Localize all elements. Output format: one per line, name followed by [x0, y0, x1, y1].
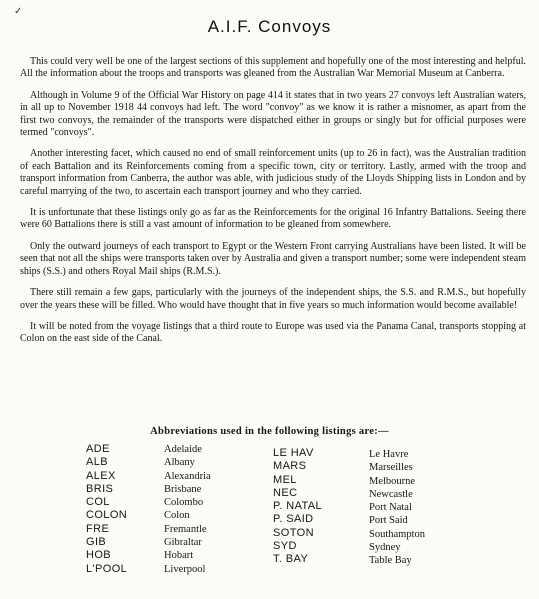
paragraph: Although in Volume 9 of the Official War History on page 414 it states that in two years 27 convoys left Australian waters, in all up to November 1918 44 convoys had left. The word "convoy" as we know it is rather a misnomer, as apart from the first two convoys, the remainder of the transports were dispatched either in groups or singly but for official purposes were termed "convoys". — [20, 89, 526, 139]
paragraph: Another interesting facet, which caused no end of small reinforcement units (up to 26 in fact), was the Australian tradition of each Battalion and its Reinforcements coming from a specific town, city or territory. Lastly, armed with the troop and transport information from Canberra, the author was able, with judicious study of the Lloyds Shipping lists in London and by careful marrying of the two, to ascertain each transport journey and who they carried. — [20, 148, 526, 197]
abbreviation-code: NEC — [273, 486, 298, 499]
abbreviation-names-left — [164, 443, 211, 576]
paragraph: Only the outward journeys of each transport to Egypt or the Western Front carrying Australians have been listed. It will be seen that not all the ships were transports taken over by Australia and given a transport number; some were independent steam ships (S.S.) and others Royal Mail ships (R.M.S.). — [20, 240, 526, 277]
abbreviation-code: COLON — [86, 509, 128, 522]
abbreviation-code: LE HAV — [273, 447, 314, 459]
abbreviation-name: Alexandria — [164, 470, 211, 482]
abbreviation-code: ALEX — [86, 469, 116, 482]
abbreviation-name: Marseilles — [369, 462, 413, 474]
abbreviation-code: FRE — [86, 522, 110, 535]
abbreviation-name: Adelaide — [164, 444, 202, 455]
abbreviation-name: Colombo — [164, 497, 204, 509]
tick-mark: ✓ — [14, 6, 23, 17]
abbreviation-name: Southampton — [369, 528, 426, 540]
abbreviation-names-right — [369, 448, 425, 568]
abbreviation-codes-right — [273, 447, 322, 567]
abbreviation-code: ALB — [86, 456, 108, 469]
abbreviation-code: HOB — [86, 549, 112, 562]
paragraph: It will be noted from the voyage listings that a third route to Europe was used via the Panama Canal, transports stopping at Colon on the east side of the Canal. — [20, 320, 526, 345]
paragraph: There still remain a few gaps, particularly with the journeys of the independent ships, the S.S. and R.M.S., but hopefully over the years these will be filled. Who would have thought that in five years so much information would become available! — [20, 287, 526, 311]
abbreviation-code: ADE — [86, 443, 110, 455]
abbreviation-name: Port Natal — [369, 502, 412, 514]
abbreviation-code: BRIS — [86, 482, 114, 495]
abbreviation-name: Port Said — [369, 515, 408, 527]
abbreviations-heading: Abbreviations used in the following listings are:— — [150, 426, 389, 437]
abbreviation-code: GIB — [86, 536, 107, 549]
abbreviation-name: Hobart — [164, 550, 194, 562]
abbreviation-code: T. BAY — [273, 553, 309, 566]
abbreviation-code: P. NATAL — [273, 500, 323, 513]
abbreviation-name: Fremantle — [164, 523, 207, 535]
abbreviation-name: Melbourne — [369, 475, 416, 487]
abbreviation-name: Sydney — [369, 542, 401, 554]
abbreviation-name: Gibraltar — [164, 537, 202, 549]
abbreviation-name: Le Havre — [369, 449, 409, 460]
abbreviation-code: P. SAID — [273, 513, 314, 526]
paragraph: It is unfortunate that these listings only go as far as the Reinforcements for the original 16 Infantry Battalions. Seeing there were 60 Battalions there is still a vast amount of information to be gleaned from somewhere. — [20, 207, 526, 231]
abbreviation-codes-left — [86, 443, 127, 576]
abbreviation-name: Brisbane — [164, 483, 202, 495]
abbreviation-code: L'POOL — [86, 562, 128, 575]
abbreviation-code: MEL — [273, 473, 297, 486]
abbreviation-code: SYD — [273, 540, 297, 553]
abbreviation-name: Colon — [164, 510, 190, 522]
abbreviation-name: Liverpool — [164, 563, 206, 575]
abbreviation-code: COL — [86, 496, 110, 509]
abbreviation-code: MARS — [273, 460, 307, 473]
abbreviation-name: Albany — [164, 457, 195, 469]
page-title: A.I.F. Convoys — [207, 17, 332, 36]
body-text — [20, 56, 526, 355]
abbreviation-name: Table Bay — [369, 555, 412, 567]
abbreviation-code: SOTON — [273, 526, 314, 539]
paragraph: This could very well be one of the largest sections of this supplement and hopefully one of the most interesting and helpful. All the information about the troops and transports was gleaned from the Australian War Memorial Museum at Canberra. — [20, 56, 526, 80]
abbreviation-name: Newcastle — [369, 488, 413, 500]
